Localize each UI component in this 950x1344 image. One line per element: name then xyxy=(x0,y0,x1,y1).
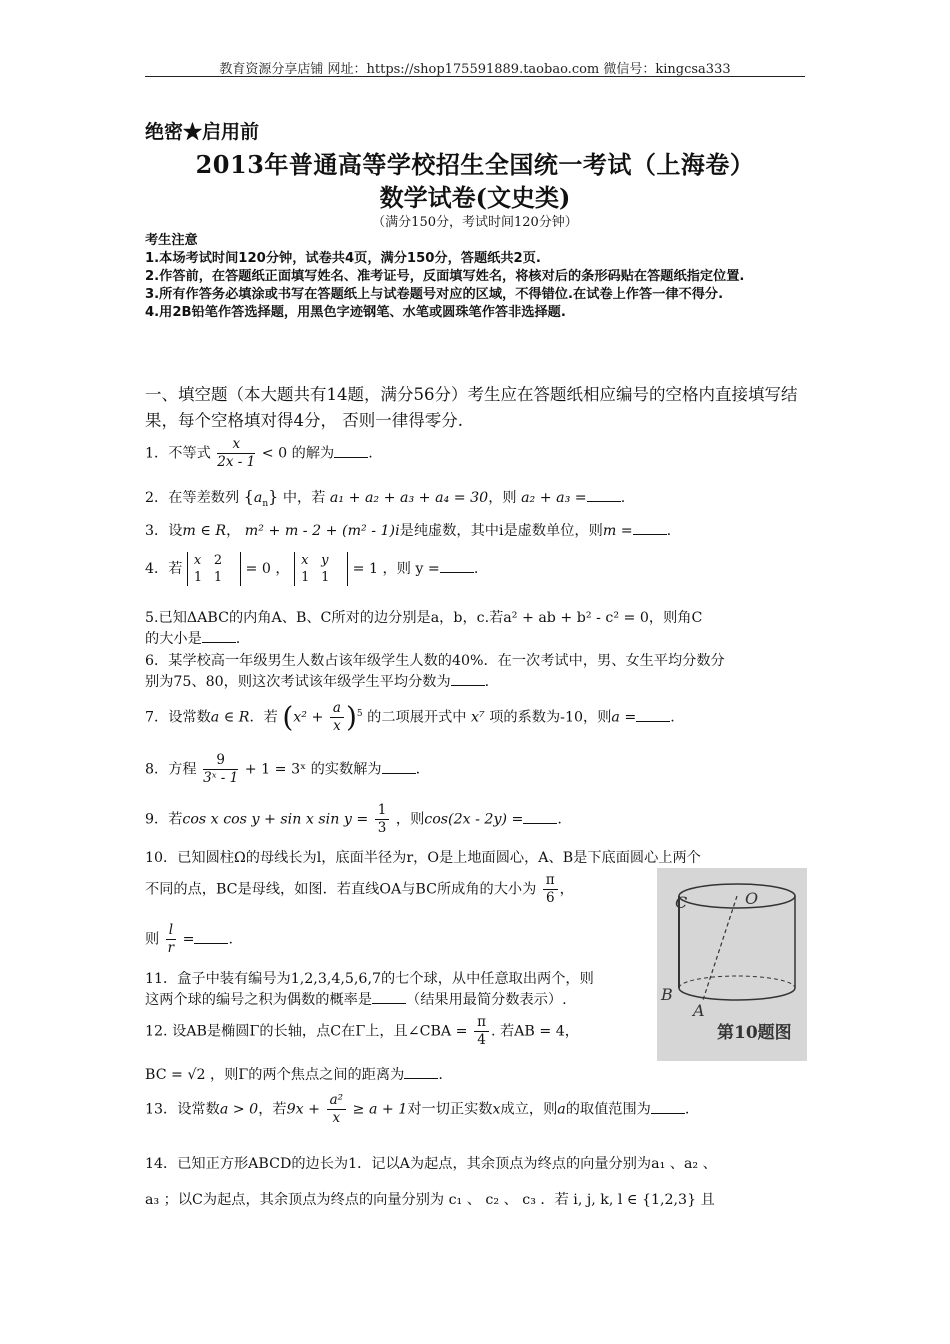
answer-blank xyxy=(440,558,474,573)
question-10-line2: 不同的点，BC是母线，如图．若直线OA与BC所成角的大小为 $\frac{\pi}{6}$ ， xyxy=(145,872,574,906)
question-9: 9．若cos x cos y + sin x sin y = $\frac{1}{3}$ ，则cos(2x - 2y) = . xyxy=(145,802,562,836)
question-12-line2: BC = √2 ，则Γ的两个焦点之间的距离为 . xyxy=(145,1064,810,1085)
question-3: 3．设m ∈ R， m² + m - 2 + (m² - 1)i是纯虚数，其中i是虚数单位，则m = . xyxy=(145,520,810,541)
question-11: 11．盒子中装有编号为1,2,3,4,5,6,7的七个球，从中任意取出两个，则 这两个球的编号之积为偶数的概率是 （结果用最简分数表示）. xyxy=(145,971,594,1008)
answer-blank xyxy=(194,929,228,944)
answer-blank xyxy=(334,443,368,458)
question-1: 1．不等式 $\frac{x}{2x - 1}$ < 0 的解为 . xyxy=(145,436,373,470)
answer-blank xyxy=(404,1064,438,1079)
notice-item: 2.作答前，在答题纸正面填写姓名、准考证号，反面填写姓名，将核对后的条形码贴在答题纸指定位置. xyxy=(145,269,745,284)
cylinder-diagram xyxy=(657,868,807,1061)
page-header: 教育资源分享店铺 网址：https://shop175591889.taobao.com 微信号：kingcsa333 xyxy=(219,62,731,77)
label-o: O xyxy=(745,889,759,908)
determinant: x 2 1 1 xyxy=(187,552,241,586)
exam-title: 2013年普通高等学校招生全国统一考试（上海卷） xyxy=(195,150,755,179)
determinant: x y 1 1 xyxy=(294,552,348,586)
notice-item: 1.本场考试时间120分钟，试卷共4页，满分150分，答题纸共2页. xyxy=(145,251,541,266)
answer-blank xyxy=(382,759,416,774)
fraction: $\frac{a}{x}$ xyxy=(330,700,344,735)
notice-item: 3.所有作答务必填涂或书写在答题纸上与试卷题号对应的区域，不得错位.在试卷上作答一律不得分. xyxy=(145,287,724,302)
label-b: B xyxy=(661,985,673,1004)
answer-blank xyxy=(523,809,557,824)
question-12: 12. 设AB是椭圆Γ的长轴，点C在Γ上，且∠CBA = $\frac{\pi}{4}$ . 若AB = 4， xyxy=(145,1014,579,1048)
question-6: 6．某学校高一年级男生人数占该年级学生人数的40%．在一次考试中，男、女生平均分数分 别为75、80，则这次考试该年级学生平均分数为 . xyxy=(145,653,725,690)
answer-blank xyxy=(636,707,670,722)
fraction: $\frac{l}{r}$ xyxy=(167,922,175,956)
label-c: C xyxy=(675,893,688,912)
fraction: $\frac{\pi}{6}$ xyxy=(543,872,558,907)
notice-item: 4.用2B铅笔作答选择题，用黑色字迹钢笔、水笔或圆珠笔作答非选择题. xyxy=(145,305,566,320)
fraction: $\frac{\text{a²}}{x}$ xyxy=(327,1092,346,1127)
exam-subtitle: （满分150分，考试时间120分钟） xyxy=(372,215,578,230)
answer-blank xyxy=(451,671,485,686)
question-14: 14．已知正方形ABCD的边长为1．记以A为起点，其余顶点为终点的向量分别为a₁ 、a₂ 、 a₃ ；以C为起点，其余顶点为终点的向量分别为 c₁ 、 c₂ 、 c₃ ．若 i, j, k, l ∈ {1,2,3} 且 xyxy=(145,1156,717,1208)
figure-10-cylinder xyxy=(657,868,807,1061)
answer-blank xyxy=(202,628,236,643)
exam-subject: 数学试卷(文史类) xyxy=(379,183,571,212)
fraction: $\frac{\pi}{4}$ xyxy=(474,1014,489,1049)
question-8: 8．方程 $\frac{9}{\text{3ˣ - 1}}$ + 1 = 3ˣ 的实数解为 . xyxy=(145,752,421,786)
answer-blank xyxy=(633,520,667,535)
section-instructions: 一、填空题（本大题共有14题，满分56分）考生应在答题纸相应编号的空格内直接填写结果，每个空格填对得4分， 否则一律得零分. xyxy=(145,385,798,430)
header-rule xyxy=(145,76,805,77)
notice-heading: 考生注意 xyxy=(145,233,198,248)
secret-mark: 绝密★启用前 xyxy=(145,121,260,143)
answer-blank xyxy=(587,487,621,502)
fraction: $\frac{1}{3}$ xyxy=(375,802,390,837)
figure-caption: 第10题图 xyxy=(717,1023,792,1043)
question-5: 5.已知ΔABC的内角A、B、C所对的边分别是a，b，c.若a² + ab + b² - c² = 0，则角C 的大小是 . xyxy=(145,610,703,647)
label-a: A xyxy=(693,1001,705,1020)
question-10: 10．已知圆柱Ω的母线长为l，底面半径为r，O是上地面圆心，A、B是下底面圆心上两个 xyxy=(145,850,701,866)
question-10-line3: 则 $\frac{l}{r}$ = . xyxy=(145,922,233,956)
question-13: 13．设常数a > 0，若9x + $\frac{\text{a²}}{x}$ ≥ a + 1对一切正实数x成立，则a的取值范围为 . xyxy=(145,1092,690,1126)
notice-block xyxy=(145,232,810,322)
fraction: $\frac{9}{\text{3ˣ - 1}}$ xyxy=(203,752,239,786)
question-7: 7．设常数a ∈ R．若 (x² + $\frac{a}{x}$ )$^5$ 的二项展开式中 x⁷ 项的系数为-10，则a = . xyxy=(145,700,675,734)
question-2: 2．在等差数列 $\{a_n\}$ 中，若 a₁ + a₂ + a₃ + a₄ = 30，则 a₂ + a₃ = . xyxy=(145,487,626,509)
fraction: $\frac{x}{2x - 1}$ xyxy=(217,436,256,470)
answer-blank xyxy=(372,989,406,1004)
answer-blank xyxy=(651,1099,685,1114)
question-4: 4．若 x 2 1 1 = 0 ， x y 1 1 = 1 ，则 y = . xyxy=(145,553,479,585)
